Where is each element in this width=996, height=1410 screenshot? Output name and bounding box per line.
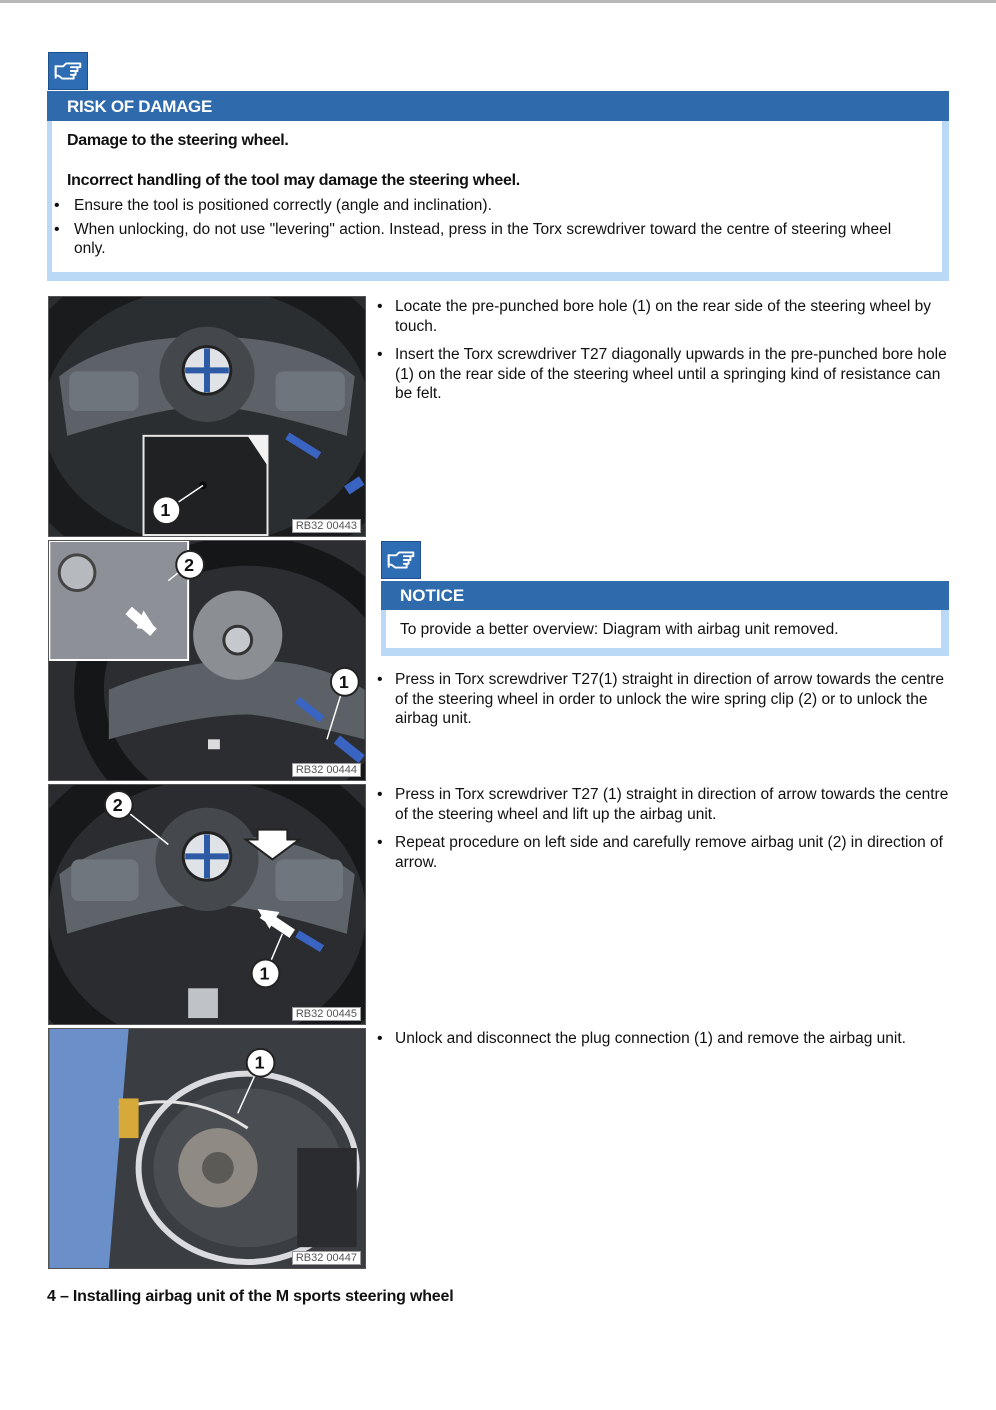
notice-text: To provide a better overview: Diagram with airbag unit removed.: [400, 621, 839, 638]
figure-ref-label: RB32 00445: [292, 1007, 361, 1021]
steering-wheel-unlock-illustration: [49, 541, 365, 780]
top-border: [0, 0, 996, 3]
step-list-4: [375, 1029, 955, 1058]
step-item: • Locate the pre-punched bore hole (1) on the rear side of the steering wheel by touch.: [375, 297, 955, 336]
svg-text:1: 1: [259, 963, 270, 984]
notice-title: NOTICE: [400, 586, 465, 605]
callout-2: [176, 551, 204, 579]
step-item: • Press in Torx screwdriver T27(1) straight in direction of arrow towards the centre of the steering wheel in order to unlock the wire spring clip (2) or to unlock the airbag unit.: [375, 670, 955, 729]
notice-header: [381, 581, 949, 610]
airbag-plug-illustration: [49, 1029, 365, 1268]
figure-photo-1: [48, 296, 366, 537]
pointing-hand-icon: [381, 541, 421, 579]
risk-title: RISK OF DAMAGE: [67, 97, 213, 116]
step-item: • Insert the Torx screwdriver T27 diagonally upwards in the pre-punched bore hole (1) on the rear side of the steering wheel until a springing kind of resistance can be felt.: [375, 345, 955, 404]
risk-bullet: • When unlocking, do not use "levering" action. Instead, press in the Torx screwdriver toward the centre of steering wheel only.: [52, 220, 912, 259]
notice-body: [386, 610, 941, 648]
risk-bullet-list: [52, 196, 912, 263]
step-list-3: [375, 785, 955, 881]
figure-caption: 4 – Installing airbag unit of the M sports steering wheel: [47, 1288, 454, 1305]
step-list-2: [375, 670, 955, 738]
callout-2: [105, 791, 133, 819]
step-list-1: [375, 297, 955, 413]
pointing-hand-icon: [48, 52, 88, 90]
svg-text:1: 1: [160, 500, 171, 521]
callout-1: [152, 496, 180, 524]
callout-1: [247, 1049, 275, 1077]
step-item: • Press in Torx screwdriver T27 (1) straight in direction of arrow towards the centre of the steering wheel and lift up the airbag unit.: [375, 785, 955, 824]
risk-line-1: Damage to the steering wheel.: [67, 132, 289, 149]
steering-wheel-lift-illustration: [49, 785, 365, 1024]
figure-ref-label: RB32 00444: [292, 763, 361, 777]
svg-text:1: 1: [338, 671, 349, 692]
risk-bullet: • Ensure the tool is positioned correctly (angle and inclination).: [52, 196, 912, 216]
risk-header: [47, 91, 949, 121]
figure-photo-4: [48, 1028, 366, 1269]
figure-ref-label: RB32 00447: [292, 1251, 361, 1265]
callout-1: [331, 668, 359, 696]
figure-photo-3: [48, 784, 366, 1025]
notice-box: [381, 581, 949, 656]
step-item: • Unlock and disconnect the plug connection (1) and remove the airbag unit.: [375, 1029, 955, 1049]
callout-1: [252, 960, 280, 988]
risk-line-2: Incorrect handling of the tool may damage the steering wheel.: [67, 172, 520, 189]
risk-of-damage-box: [47, 91, 949, 281]
svg-text:2: 2: [184, 554, 195, 575]
figure-photo-2: [48, 540, 366, 781]
svg-text:2: 2: [112, 794, 123, 815]
figure-ref-label: RB32 00443: [292, 519, 361, 533]
risk-body: [52, 121, 942, 272]
steering-wheel-rear-illustration: [49, 297, 365, 536]
step-item: • Repeat procedure on left side and carefully remove airbag unit (2) in direction of arrow.: [375, 833, 955, 872]
svg-text:1: 1: [254, 1052, 265, 1073]
